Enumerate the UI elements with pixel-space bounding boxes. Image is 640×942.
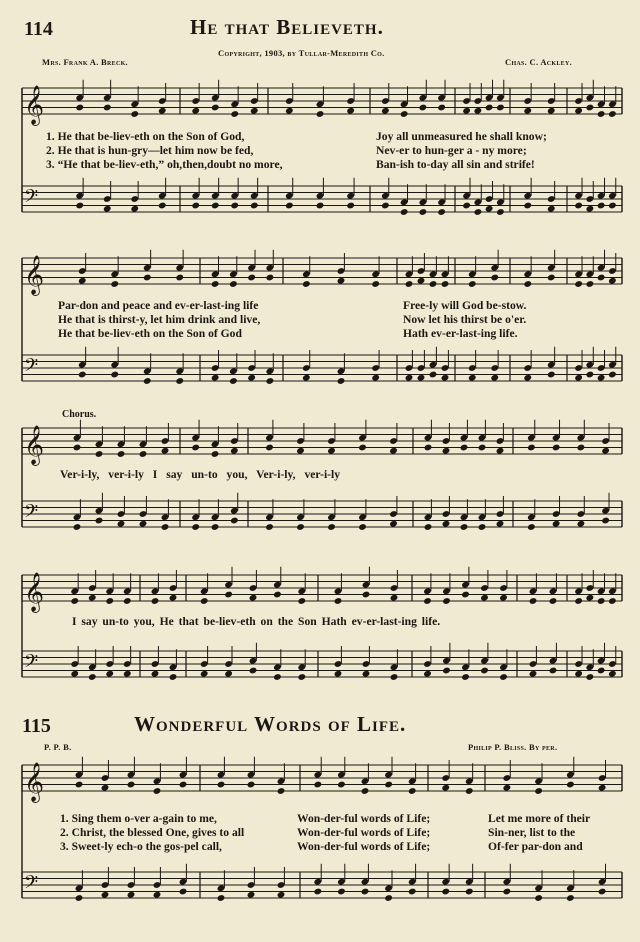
notehead — [465, 787, 474, 795]
notehead — [496, 104, 505, 112]
notehead — [523, 202, 532, 210]
hymn-115-title: Wonderful Words of Life. — [134, 712, 407, 736]
notehead — [437, 208, 446, 216]
notehead — [389, 520, 398, 528]
notehead — [75, 202, 84, 210]
treble-clef: 𝄞 — [24, 85, 45, 125]
notehead — [424, 523, 433, 531]
notehead — [247, 374, 256, 382]
hymn-114-line2-verse-3b: Hath ev-er-last-ing life. — [403, 327, 518, 340]
notehead — [161, 523, 170, 531]
notehead — [191, 107, 200, 115]
notehead — [598, 888, 607, 896]
notehead — [608, 597, 617, 605]
notehead — [417, 277, 426, 285]
hymn-114-composer: Chas. C. Ackley. — [505, 57, 573, 67]
notehead — [598, 784, 607, 792]
notehead — [462, 202, 471, 210]
notehead — [601, 517, 610, 525]
notehead — [179, 888, 188, 896]
chorus-label: Chorus. — [62, 409, 97, 420]
hymn-114-author: Mrs. Frank A. Breck. — [42, 57, 128, 67]
notehead — [362, 591, 371, 599]
notehead — [230, 110, 239, 118]
notehead — [175, 274, 184, 282]
notehead — [88, 673, 97, 681]
notehead — [229, 280, 238, 288]
notehead — [70, 597, 79, 605]
hymn-114-line2-verse-1b: Free-ly will God be-stow. — [403, 299, 527, 312]
hymn-115-verse-3a: 3. Sweet-ly ech-o the gos-pel call, — [60, 840, 222, 853]
notehead — [266, 274, 275, 282]
notehead — [465, 888, 474, 896]
notehead — [285, 107, 294, 115]
notehead — [523, 374, 532, 382]
notehead — [313, 781, 322, 789]
notehead — [552, 444, 561, 452]
notehead — [143, 274, 152, 282]
notehead — [327, 523, 336, 531]
notehead — [273, 673, 282, 681]
hymn-115-verse-1b: Won-der-ful words of Life; — [297, 812, 431, 825]
notehead — [468, 280, 477, 288]
notehead — [371, 374, 380, 382]
notehead — [230, 202, 239, 210]
notehead — [327, 447, 336, 455]
notehead — [496, 447, 505, 455]
notehead — [296, 523, 305, 531]
notehead — [337, 888, 346, 896]
notehead — [277, 891, 286, 899]
notehead — [78, 371, 87, 379]
treble-clef: 𝄞 — [24, 425, 45, 465]
notehead — [480, 594, 489, 602]
notehead — [361, 787, 370, 795]
hymn-115-composer: Philip P. Bliss. By per. — [468, 742, 558, 752]
notehead — [130, 110, 139, 118]
notehead — [480, 667, 489, 675]
notehead — [474, 107, 483, 115]
notehead — [608, 670, 617, 678]
notehead — [400, 208, 409, 216]
notehead — [200, 670, 209, 678]
notehead — [211, 374, 220, 382]
notehead — [247, 274, 256, 282]
notehead — [75, 104, 84, 112]
notehead — [277, 787, 286, 795]
notehead — [249, 667, 258, 675]
notehead — [285, 202, 294, 210]
notehead — [123, 597, 132, 605]
notehead — [474, 208, 483, 216]
notehead — [441, 374, 450, 382]
hymn-114-verse-2a: 2. He that is hun-gry—let him now be fed, — [46, 144, 254, 157]
notehead — [496, 520, 505, 528]
hymn-115-verse-2a: 2. Christ, the blessed One, gives to all — [60, 826, 245, 839]
notehead — [597, 274, 606, 282]
treble-clef: 𝄞 — [24, 255, 45, 295]
notehead — [265, 444, 274, 452]
notehead — [601, 447, 610, 455]
notehead — [266, 377, 275, 385]
notehead — [405, 374, 414, 382]
notehead — [250, 202, 259, 210]
notehead — [337, 277, 346, 285]
notehead — [608, 371, 617, 379]
notehead — [273, 591, 282, 599]
notehead — [529, 597, 538, 605]
notehead — [405, 280, 414, 288]
notehead — [468, 374, 477, 382]
notehead — [110, 280, 119, 288]
notehead — [442, 667, 451, 675]
notehead — [597, 597, 606, 605]
notehead — [229, 377, 238, 385]
notehead — [103, 205, 112, 213]
notehead — [547, 107, 556, 115]
hymn-114-line2-verse-2b: Now let his thirst be o'er. — [403, 313, 527, 326]
notehead — [151, 670, 160, 678]
notehead — [429, 280, 438, 288]
notehead — [139, 520, 148, 528]
notehead — [442, 447, 451, 455]
notehead — [334, 670, 343, 678]
notehead — [534, 894, 543, 902]
notehead — [161, 447, 170, 455]
notehead — [442, 520, 451, 528]
notehead — [101, 891, 110, 899]
notehead — [478, 523, 487, 531]
notehead — [478, 444, 487, 452]
notehead — [549, 667, 558, 675]
notehead — [597, 667, 606, 675]
chorus-lyric-line-1: Ver-i-ly, ver-i-ly I say un-to you, Ver-i-ly, ver-i-ly — [60, 468, 341, 481]
notehead — [211, 523, 220, 531]
notehead — [417, 374, 426, 382]
notehead — [419, 104, 428, 112]
notehead — [381, 107, 390, 115]
notehead — [523, 107, 532, 115]
notehead — [534, 787, 543, 795]
notehead — [490, 274, 499, 282]
hymn-115-author: P. P. B. — [44, 742, 72, 752]
notehead — [297, 597, 306, 605]
notehead — [485, 205, 494, 213]
notehead — [577, 520, 586, 528]
hymn-114-line2-verse-3a: He that be-liev-eth on the Son of God — [58, 327, 242, 340]
notehead — [127, 891, 136, 899]
notehead — [552, 520, 561, 528]
bass-clef: 𝄢 — [24, 501, 39, 527]
notehead — [346, 107, 355, 115]
notehead — [408, 787, 417, 795]
notehead — [390, 594, 399, 602]
notehead — [117, 450, 126, 458]
notehead — [105, 670, 114, 678]
notehead — [78, 277, 87, 285]
notehead — [358, 444, 367, 452]
notehead — [574, 374, 583, 382]
notehead — [191, 523, 200, 531]
hymn-115-number: 115 — [22, 715, 51, 737]
notehead — [158, 107, 167, 115]
hymn-114-line2-verse-2a: He that is thirst-y, let him drink and live, — [58, 313, 261, 326]
notehead — [101, 784, 110, 792]
notehead — [211, 280, 220, 288]
hymn-115-verse-3b: Won-der-ful words of Life; — [297, 840, 431, 853]
notehead — [334, 597, 343, 605]
notehead — [75, 781, 84, 789]
notehead — [230, 517, 239, 525]
notehead — [547, 371, 556, 379]
notehead — [400, 110, 409, 118]
notehead — [95, 450, 104, 458]
notehead — [529, 670, 538, 678]
notehead — [123, 670, 132, 678]
notehead — [499, 673, 508, 681]
bass-clef: 𝄢 — [24, 872, 39, 898]
notehead — [143, 377, 152, 385]
notehead — [442, 597, 451, 605]
notehead — [437, 104, 446, 112]
notehead — [265, 523, 274, 531]
notehead — [153, 891, 162, 899]
notehead — [224, 670, 233, 678]
notehead — [586, 371, 595, 379]
notehead — [105, 597, 114, 605]
notehead — [574, 280, 583, 288]
notehead — [358, 523, 367, 531]
notehead — [296, 447, 305, 455]
notehead — [441, 784, 450, 792]
notehead — [313, 888, 322, 896]
treble-clef: 𝄞 — [24, 762, 45, 802]
notehead — [527, 444, 536, 452]
notehead — [527, 523, 536, 531]
notehead — [110, 371, 119, 379]
notehead — [586, 205, 595, 213]
notehead — [297, 673, 306, 681]
notehead — [503, 784, 512, 792]
notehead — [423, 670, 432, 678]
notehead — [460, 523, 469, 531]
notehead — [389, 447, 398, 455]
treble-clef: 𝄞 — [24, 572, 45, 612]
hymn-114-verse-3a: 3. “He that be-liev-eth,” oh,then,doubt no more, — [46, 158, 283, 171]
notehead — [461, 591, 470, 599]
notehead — [485, 104, 494, 112]
hymn-115-verse-2b: Won-der-ful words of Life; — [297, 826, 431, 839]
notehead — [408, 888, 417, 896]
notehead — [597, 202, 606, 210]
hymn-115-verse-2c: Sin-ner, list to the — [488, 826, 576, 839]
notehead — [577, 444, 586, 452]
notehead — [597, 110, 606, 118]
notehead — [371, 280, 380, 288]
notehead — [211, 450, 220, 458]
notehead — [73, 444, 82, 452]
bass-clef: 𝄢 — [24, 186, 39, 212]
notehead — [158, 202, 167, 210]
hymn-115-verse-1a: 1. Sing them o-ver a-gain to me, — [60, 812, 217, 825]
hymn-114-verse-1a: 1. He that be-liev-eth on the Son of God, — [46, 130, 245, 143]
notehead — [179, 781, 188, 789]
notehead — [547, 205, 556, 213]
notehead — [153, 787, 162, 795]
notehead — [423, 597, 432, 605]
notehead — [151, 597, 160, 605]
notehead — [499, 594, 508, 602]
notehead — [384, 781, 393, 789]
notehead — [191, 202, 200, 210]
notehead — [441, 888, 450, 896]
notehead — [217, 781, 226, 789]
notehead — [211, 202, 220, 210]
notehead — [169, 673, 178, 681]
notehead — [249, 594, 258, 602]
notehead — [566, 894, 575, 902]
notehead — [586, 673, 595, 681]
notehead — [424, 444, 433, 452]
notehead — [316, 202, 325, 210]
hymn-114-verse-2b: Nev-er to hun-ger a - ny more; — [376, 144, 527, 157]
notehead — [608, 277, 617, 285]
notehead — [496, 208, 505, 216]
hymn-114-number: 114 — [24, 18, 53, 40]
notehead — [547, 274, 556, 282]
notehead — [247, 891, 256, 899]
notehead — [460, 444, 469, 452]
hymn-114-verse-3b: Ban-ish to-day all sin and strife! — [376, 158, 535, 171]
notehead — [316, 110, 325, 118]
notehead — [337, 377, 346, 385]
notehead — [70, 670, 79, 678]
hymn-115-verse-3c: Of-fer par-don and — [488, 840, 583, 853]
notehead — [73, 523, 82, 531]
notehead — [200, 597, 209, 605]
notehead — [117, 520, 126, 528]
notehead — [608, 110, 617, 118]
notehead — [337, 781, 346, 789]
notehead — [230, 447, 239, 455]
notehead — [566, 781, 575, 789]
notehead — [95, 517, 104, 525]
hymn-115-verse-1c: Let me more of their — [488, 812, 591, 825]
notehead — [191, 444, 200, 452]
hymn-114-verse-1b: Joy all unmeasured he shall know; — [376, 130, 547, 143]
notehead — [490, 374, 499, 382]
notehead — [302, 280, 311, 288]
notehead — [574, 202, 583, 210]
notehead — [586, 594, 595, 602]
notehead — [461, 673, 470, 681]
notehead — [302, 374, 311, 382]
hymn-114-line2-verse-1a: Par-don and peace and ev-er-last-ing life — [58, 299, 259, 312]
notehead — [139, 450, 148, 458]
bass-clef: 𝄢 — [24, 355, 39, 381]
notehead — [175, 377, 184, 385]
notehead — [429, 371, 438, 379]
notehead — [597, 374, 606, 382]
notehead — [250, 107, 259, 115]
hymn-114-title: He that Believeth. — [190, 15, 384, 39]
notehead — [586, 280, 595, 288]
notehead — [103, 104, 112, 112]
notehead — [127, 781, 136, 789]
notehead — [217, 894, 226, 902]
notehead — [130, 205, 139, 213]
notehead — [169, 594, 178, 602]
notehead — [88, 594, 97, 602]
notehead — [247, 781, 256, 789]
notehead — [549, 597, 558, 605]
notehead — [362, 670, 371, 678]
notehead — [608, 202, 617, 210]
notehead — [224, 591, 233, 599]
notehead — [441, 280, 450, 288]
notehead — [390, 673, 399, 681]
notehead — [574, 107, 583, 115]
notehead — [586, 104, 595, 112]
hymn-114-copyright: Copyright, 1903, by Tullar-Meredith Co. — [218, 48, 385, 58]
notehead — [523, 280, 532, 288]
notehead — [384, 894, 393, 902]
notehead — [75, 894, 84, 902]
notehead — [574, 597, 583, 605]
notehead — [462, 107, 471, 115]
notehead — [211, 104, 220, 112]
notehead — [419, 208, 428, 216]
notehead — [503, 888, 512, 896]
chorus-lyric-line-2: I say un-to you, He that be-liev-eth on the Son Hath ev-er-last-ing life. — [72, 615, 441, 628]
bass-clef: 𝄢 — [24, 651, 39, 677]
notehead — [381, 202, 390, 210]
notehead — [361, 888, 370, 896]
notehead — [346, 202, 355, 210]
notehead — [574, 670, 583, 678]
